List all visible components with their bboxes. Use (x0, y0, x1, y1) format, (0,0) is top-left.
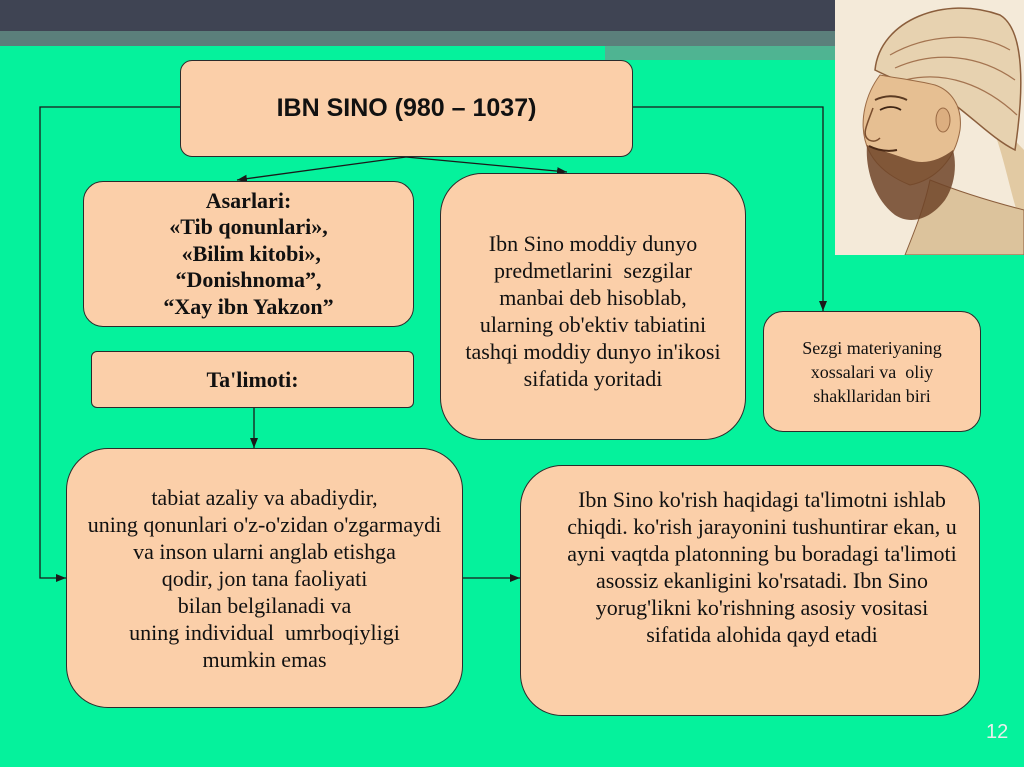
text-line: mumkin emas (202, 646, 327, 672)
teachings-label: Ta'limoti: (206, 366, 299, 392)
text-line: asossiz ekanligini ko'rsatadi. Ibn Sino (595, 568, 929, 593)
perception-box (440, 173, 746, 440)
header-stripe-step (605, 46, 835, 60)
title-text: IBN SINO (980 – 1037) (276, 94, 537, 122)
text-line: tabiat azaliy va abadiydir, (151, 484, 378, 510)
portrait-image (835, 0, 1024, 255)
title-box (180, 60, 633, 157)
text-line: sifatida yoritadi (523, 365, 663, 391)
arrow-title-to-works (237, 157, 406, 180)
text-line: qodir, jon tana faoliyati (161, 565, 368, 591)
text-line: predmetlarini sezgilar (494, 257, 692, 283)
text-line: manbai deb hisoblab, (499, 284, 687, 310)
text-line: tashqi moddiy dunyo in'ikosi (465, 338, 721, 364)
text-line: ularning ob'ektiv tabiatini (479, 311, 707, 337)
portrait-ear (936, 108, 950, 132)
text-line: va inson ularni anglab etishga (133, 538, 396, 564)
header-stripe (0, 31, 835, 46)
arrow-title-to-perception (406, 157, 567, 172)
works-box (83, 181, 414, 327)
text-line: Ibn Sino ko'rish haqidagi ta'limotni ishlab (578, 487, 946, 512)
text-line: uning individual umrboqiyligi (129, 619, 400, 645)
works-item: «Bilim kitobi», (176, 240, 321, 266)
text-line: Ibn Sino moddiy dunyo (488, 230, 698, 256)
page-number: 12 (986, 721, 1009, 743)
header-bar (0, 0, 835, 31)
text-line: uning qonunlari o'z-o'zidan o'zgarmaydi (87, 511, 442, 537)
text-line: shakllaridan biri (813, 385, 931, 406)
nature-box (66, 448, 463, 708)
works-heading: Asarlari: (205, 187, 292, 213)
text-line: xossalari va oliy (810, 361, 934, 382)
text-line: Sezgi materiyaning (802, 337, 942, 358)
text-line: bilan belgilanadi va (177, 592, 352, 618)
works-item: “Xay ibn Yakzon” (163, 293, 334, 319)
vision-box (520, 465, 980, 716)
teachings-box (91, 351, 414, 408)
text-line: sifatida alohida qayd etadi (646, 622, 878, 647)
text-line: yorug'likni ko'rishning asosiy vositasi (595, 595, 929, 620)
works-item: “Donishnoma”, (175, 267, 322, 293)
works-item: «Tib qonunlari», (169, 214, 328, 240)
sensation-box (763, 311, 981, 432)
text-line: ayni vaqtda platonning bu boradagi ta'limoti (567, 541, 957, 566)
text-line: chiqdi. ko'rish jarayonini tushuntirar ekan, u (567, 514, 957, 539)
